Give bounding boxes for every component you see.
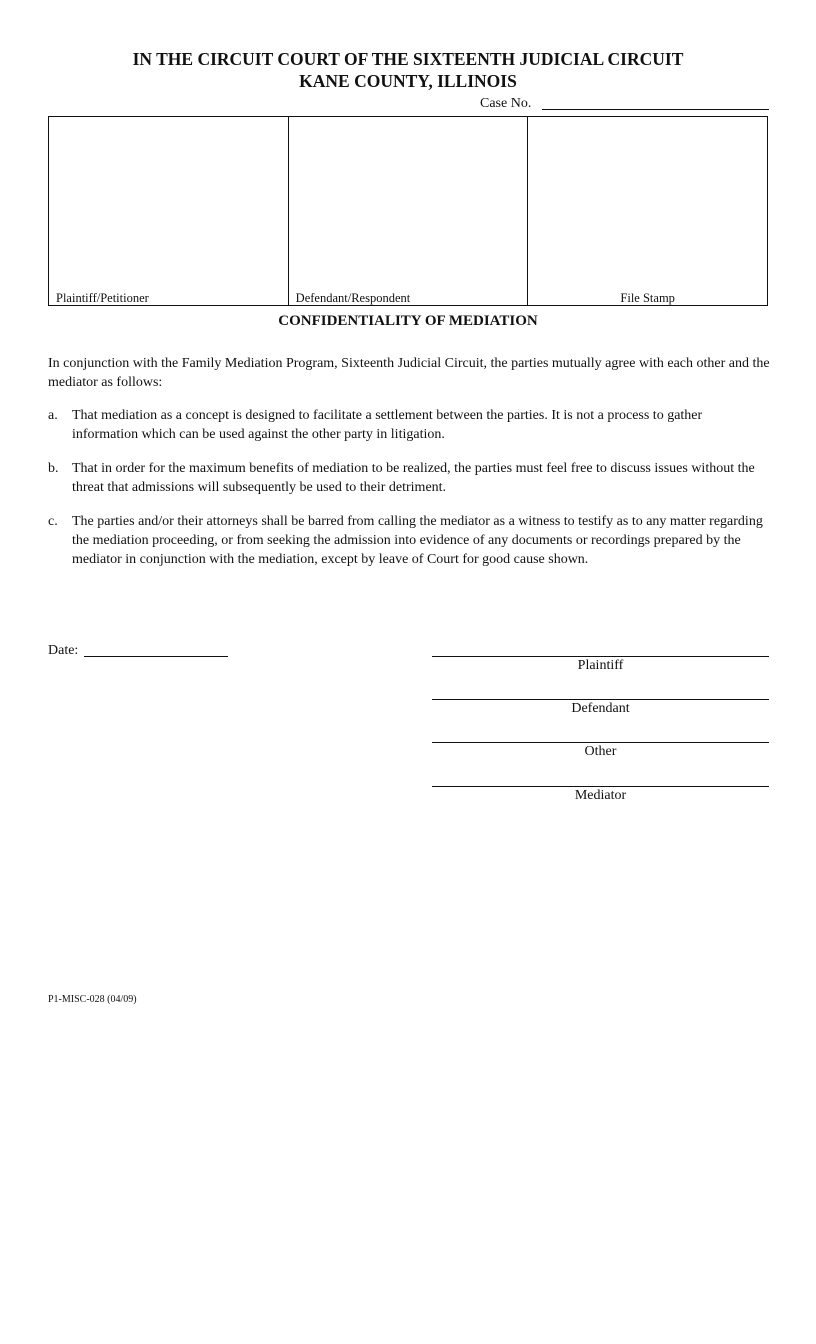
- item-marker: a.: [48, 408, 58, 423]
- item-text: The parties and/or their attorneys shall be barred from calling the mediator as a witness to testify as to any matter regarding the mediation proceeding, or from seeking the admission into evidence of any documents or recordings prepared by the mediator in conjunction with the mediation, except by leave of Court for good cause shown.: [72, 514, 763, 567]
- plaintiff-signature-line[interactable]: [432, 656, 769, 657]
- item-marker: c.: [48, 514, 58, 529]
- defendant-signature-line[interactable]: [432, 699, 769, 700]
- county-heading: KANE COUNTY, ILLINOIS: [299, 71, 517, 91]
- item-text: That in order for the maximum benefits of mediation to be realized, the parties must feel free to discuss issues without the threat that admissions will subsequently be used to their detriment.: [72, 461, 755, 495]
- case-caption-box: [48, 116, 768, 306]
- document-title: CONFIDENTIALITY OF MEDIATION: [278, 313, 538, 329]
- other-signature-label: Other: [584, 744, 617, 759]
- date-label: Date:: [48, 643, 79, 658]
- defendant-label: Defendant/Respondent: [295, 291, 411, 305]
- file-stamp-cell: [527, 117, 767, 305]
- intro-paragraph: In conjunction with the Family Mediation Program, Sixteenth Judicial Circuit, the parties mutually agree with each other and the mediator as follows:: [48, 356, 770, 390]
- item-marker: b.: [48, 461, 59, 476]
- plaintiff-label: Plaintiff/Petitioner: [56, 291, 149, 305]
- list-item: [48, 406, 770, 444]
- date-field[interactable]: [84, 656, 228, 657]
- item-text: That mediation as a concept is designed to facilitate a settlement between the parties. It is not a process to gather information which can be used against the other party in litigation.: [72, 408, 703, 442]
- defendant-signature-label: Defendant: [571, 701, 630, 716]
- case-no-label: Case No.: [480, 96, 532, 111]
- plaintiff-signature-label: Plaintiff: [577, 658, 624, 673]
- list-item: [48, 512, 770, 569]
- case-no-field[interactable]: [542, 109, 769, 110]
- mediator-signature-line[interactable]: [432, 786, 769, 787]
- court-heading: IN THE CIRCUIT COURT OF THE SIXTEENTH JUDICIAL CIRCUIT: [132, 49, 684, 69]
- defendant-cell[interactable]: [288, 117, 528, 305]
- other-signature-line[interactable]: [432, 742, 769, 743]
- list-item: [48, 459, 770, 497]
- form-code: P1-MISC-028 (04/09): [48, 994, 137, 1005]
- mediator-signature-label: Mediator: [574, 788, 627, 803]
- file-stamp-label: File Stamp: [620, 291, 675, 305]
- plaintiff-cell[interactable]: [49, 117, 288, 305]
